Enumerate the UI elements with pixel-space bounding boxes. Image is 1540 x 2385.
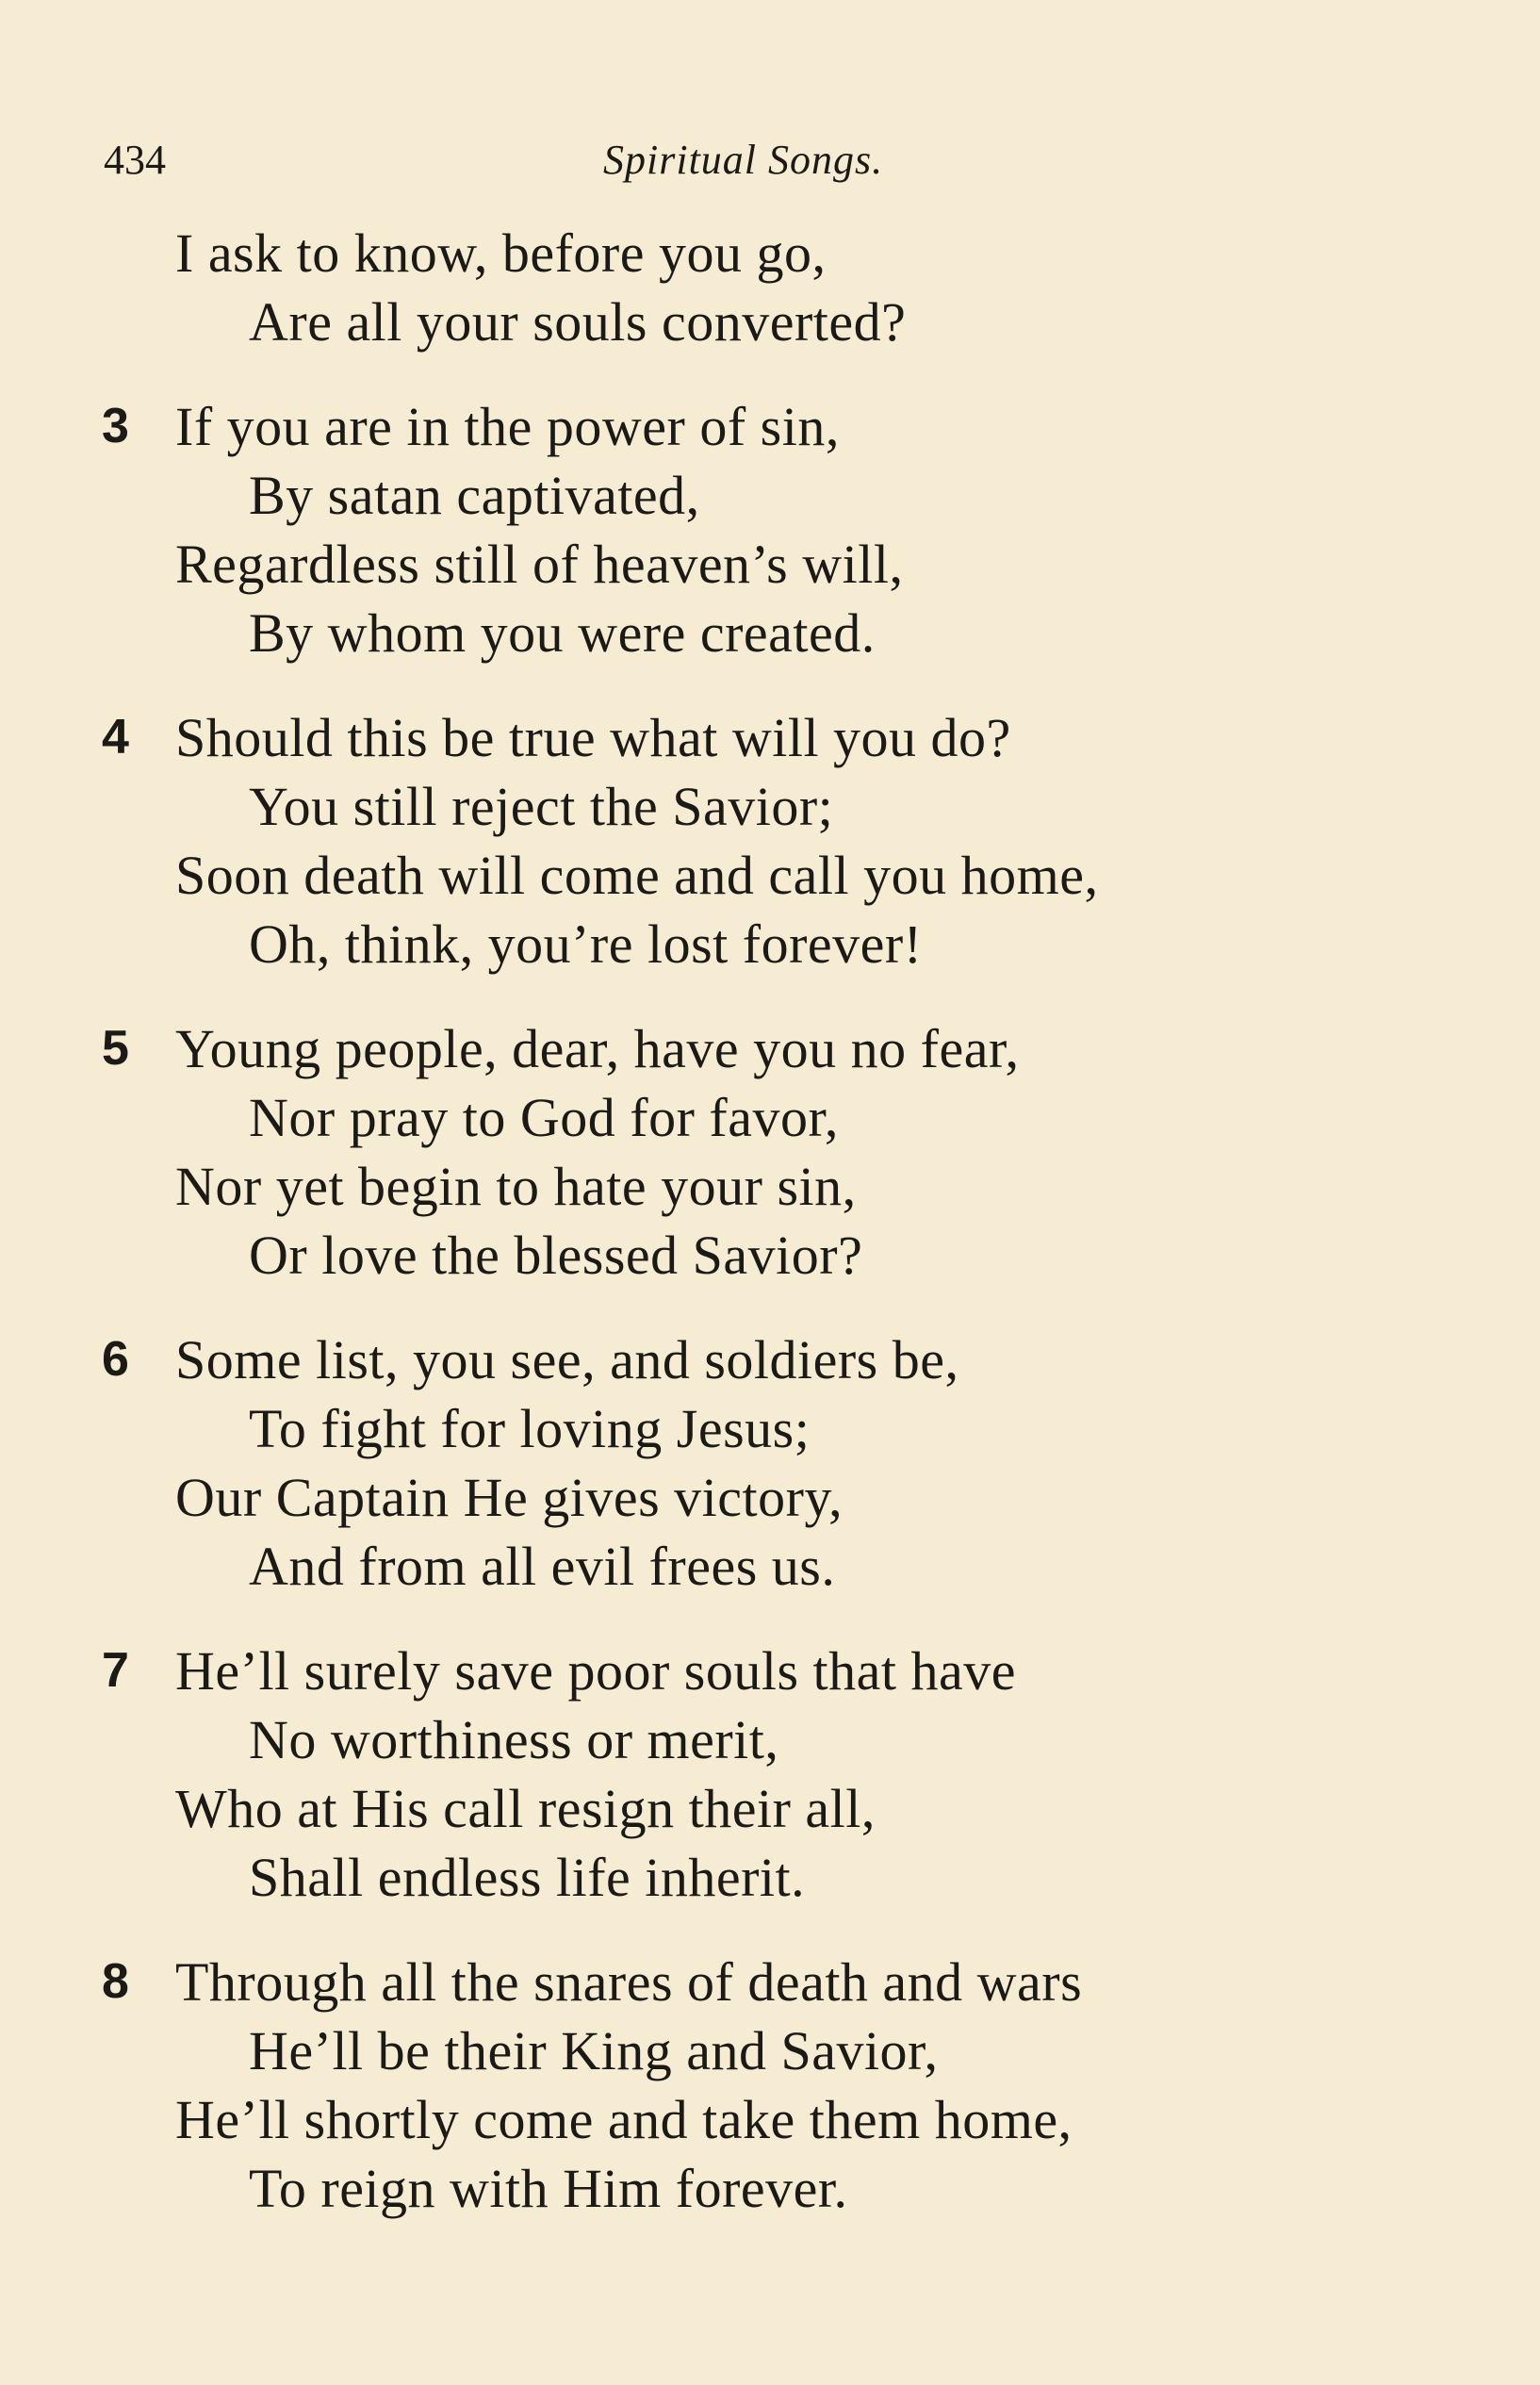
- verse-line: You still reject the Savior;: [249, 776, 834, 837]
- verse-line: Shall endless life inherit.: [249, 1847, 806, 1908]
- stanza-number: 4: [102, 710, 130, 765]
- verse-line: Some list, you see, and soldiers be,: [175, 1329, 959, 1390]
- stanza: [102, 1014, 1497, 1290]
- verse-line: To reign with Him forever.: [249, 2158, 848, 2219]
- verse-line: Are all your souls converted?: [249, 291, 907, 353]
- stanza-number: 8: [102, 1954, 130, 2009]
- verse-line: Nor yet begin to hate your sin,: [175, 1156, 857, 1217]
- stanza: [102, 1948, 1497, 2223]
- verse-line: Young people, dear, have you no fear,: [175, 1018, 1020, 1079]
- verse-line: To fight for loving Jesus;: [249, 1398, 811, 1459]
- verse-line: Our Captain He gives victory,: [175, 1467, 844, 1528]
- verse-line: Should this be true what will you do?: [175, 707, 1011, 768]
- verse-line: Regardless still of heaven’s will,: [175, 534, 904, 595]
- verse-line: No worthiness or merit,: [249, 1709, 779, 1770]
- verse-line: Soon death will come and call you home,: [175, 845, 1099, 906]
- stanza: [102, 1325, 1497, 1601]
- stanza-number: 7: [102, 1643, 130, 1698]
- stanza: [102, 703, 1497, 979]
- verse-line: Oh, think, you’re lost forever!: [249, 913, 923, 975]
- verse-line: He’ll shortly come and take them home,: [175, 2089, 1073, 2150]
- page-number: 434: [104, 137, 166, 183]
- verse-line: I ask to know, before you go,: [175, 222, 827, 284]
- running-title: Spiritual Songs.: [603, 137, 884, 183]
- stanza-number: 3: [102, 399, 130, 453]
- verse-line: Through all the snares of death and wars: [175, 1951, 1083, 2013]
- verse-line: Or love the blessed Savior?: [249, 1225, 863, 1286]
- stanza-number: 6: [102, 1332, 130, 1387]
- stanza-continuation: [102, 219, 1497, 356]
- verse-line: And from all evil frees us.: [249, 1536, 836, 1597]
- page-header: [104, 124, 1442, 200]
- verse-line: He’ll be their King and Savior,: [249, 2020, 939, 2081]
- verse-line: If you are in the power of sin,: [175, 396, 840, 457]
- verse-line: By satan captivated,: [249, 465, 700, 526]
- verse-line: Who at His call resign their all,: [175, 1778, 876, 1839]
- verse-line: By whom you were created.: [249, 602, 876, 664]
- verse-line: Nor pray to God for favor,: [249, 1087, 839, 1148]
- stanza: [102, 1637, 1497, 1912]
- verse-line: He’ll surely save poor souls that have: [175, 1640, 1017, 1702]
- hymn-text: [102, 219, 1497, 2259]
- stanza-number: 5: [102, 1021, 130, 1076]
- stanza: [102, 392, 1497, 667]
